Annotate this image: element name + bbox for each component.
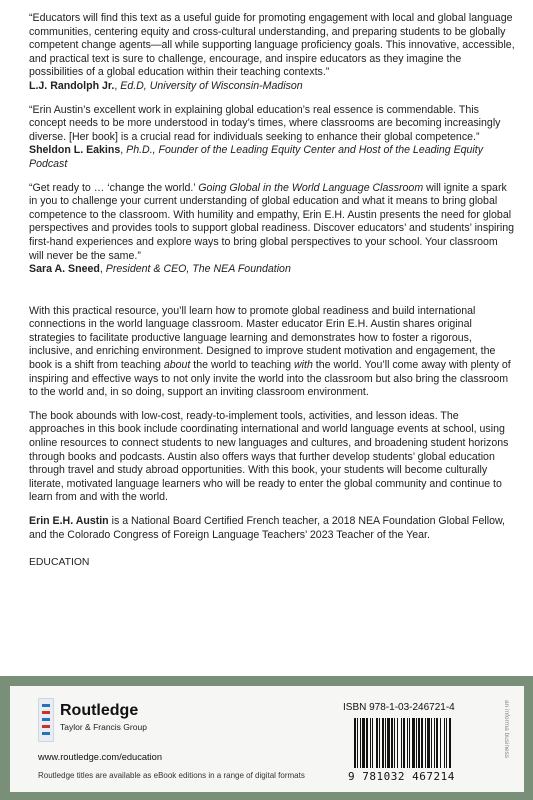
isbn-barcode (348, 718, 484, 788)
endorsement-3 (29, 182, 515, 277)
endorsement-attribution: L.J. Randolph Jr., Ed.D, University of Wisconsin-Madison (29, 79, 303, 92)
book-title: Going Global in the World Language Classroom (198, 181, 424, 194)
endorsement-1 (29, 12, 515, 94)
description-paragraph-1: With this practical resource, you’ll learn how to promote global readiness and build international connections in the world language classroom. Master educator Erin E.H. Austin shares original strategies to facilitate productive language learning and demonstrates how to foster a rigorous, inclusive, and enriching environment. Designed to improve student motivation and engagement, the book is a shift from teaching about the world to teaching with the world. You’ll come away with plenty of inspiring and effective ways to not only invite the world into the classroom but also bring the classroom to the world and, in so doing, support an inviting classroom environment. (29, 304, 511, 399)
endorser-title: Ph.D., Founder of the Leading Equity Center and Host of the Leading Equity Podcast (29, 144, 484, 170)
endorser-name: Sara A. Sneed (29, 263, 100, 276)
publisher-url[interactable]: www.routledge.com/education (38, 752, 163, 762)
isbn-label: ISBN 978-1-03-246721-4 (343, 702, 455, 713)
endorser-name: L.J. Randolph Jr. (29, 79, 115, 92)
footer-panel (10, 686, 524, 792)
subject-category: EDUCATION (29, 557, 90, 569)
endorser-name: Sheldon L. Eakins (29, 144, 121, 157)
endorsement-attribution: Sara A. Sneed, President & CEO, The NEA Foundation (29, 263, 291, 276)
routledge-logo-icon (38, 698, 54, 742)
publisher-group: Taylor & Francis Group (60, 722, 147, 732)
description-paragraph-2: The book abounds with low-cost, ready-to-implement tools, activities, and lesson ideas. The approaches in this book include coordinating international and world language events at school, using online resources to connect students to new languages and cultures, and broadening student horizons through books and podcasts. Austin also offers ways that further develop students’ global education through travel and study abroad opportunities. With this book, your students will become culturally literate, motivated language learners who will be ready to enter the global community and continue to learn from and with the world. (29, 409, 509, 504)
barcode-icon (348, 718, 484, 770)
endorsement-text: “Erin Austin’s excellent work in explaining global education’s real essence is commendable. This concept needs to be more understood in today’s times, where classrooms are becoming increasingly diverse. [Her book] is a crucial read for individuals seeking to enhance their global competence.” (29, 103, 501, 143)
ebook-note: Routledge titles are available as eBook editions in a range of digital formats (38, 771, 305, 780)
endorsement-text: “Get ready to … ‘change the world.’ Going Global in the World Language Classroom will ignite a spark in you to challenge your current understanding of global education and what it means to bring global competence to the classroom. With humility and empathy, Erin E.H. Austin presents the need for global perspectives and provides tools to support global readiness. Discover educators’ and students’ inspiring first-hand experiences and explore ways to bring global perspectives to your school. Your classroom will never be the same.” (29, 181, 515, 262)
author-name: Erin E.H. Austin (29, 515, 109, 527)
endorser-title: President & CEO, The NEA Foundation (105, 263, 291, 276)
endorsement-2 (29, 104, 515, 172)
endorser-title: Ed.D, University of Wisconsin-Madison (120, 79, 303, 92)
barcode-digits: 9 781032 467214 (348, 770, 455, 783)
author-bio: Erin E.H. Austin is a National Board Certified French teacher, a 2018 NEA Foundation Global Fellow, and the Colorado Congress of Foreign Language Teachers’ 2023 Teacher of the Year. (29, 515, 505, 541)
endorsement-attribution: Sheldon L. Eakins, Ph.D., Founder of the Leading Equity Center and Host of the Leading Equity Podcast (29, 144, 484, 170)
back-cover-text (29, 12, 515, 570)
footer-band (0, 676, 533, 800)
informa-tagline: an informa business (503, 700, 510, 759)
publisher-name: Routledge (60, 702, 139, 719)
endorsement-text: “Educators will find this text as a useful guide for promoting engagement with local and global language communities, centering equity and cross-cultural understanding, and preparing students to be globally competent change agents—all while supporting language proficiency goals. This innovative, accessible, and practical text is sure to challenge, encourage, and inspire educators as they imagine the possibilities of a global education within their teaching contexts.” (29, 12, 515, 79)
